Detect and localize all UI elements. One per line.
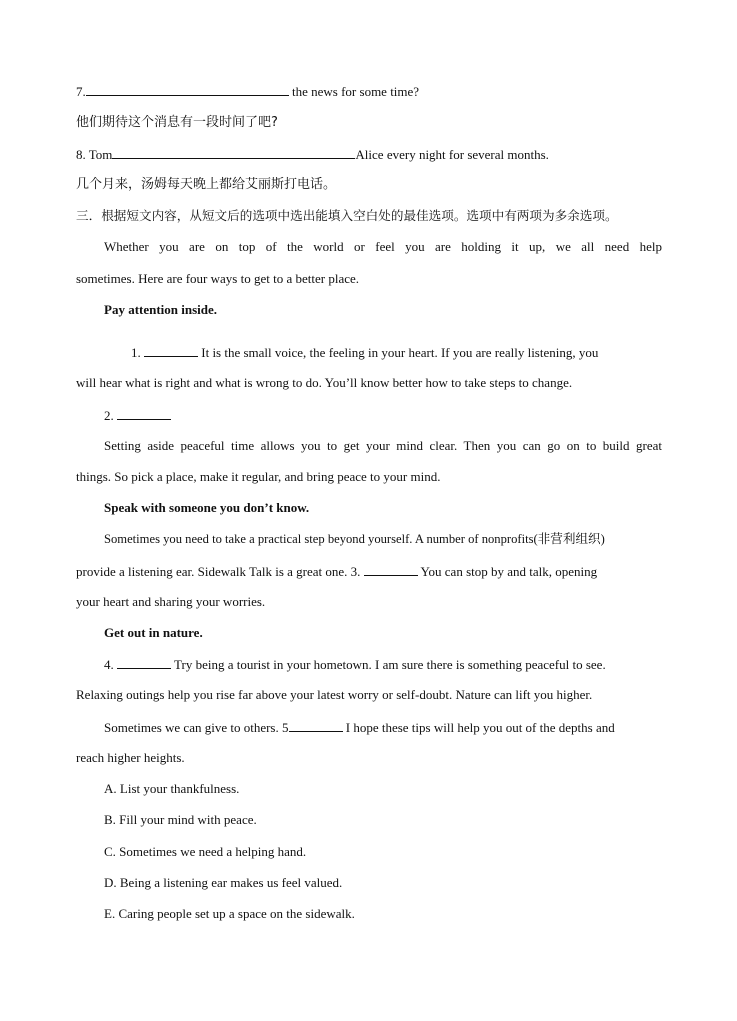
blank-2[interactable] (117, 406, 171, 420)
paragraph-4-text-a: provide a listening ear. Sidewalk Talk is a great one. 3. (76, 564, 361, 579)
question-7-text: the news for some time? (292, 84, 420, 99)
blank-1-text: It is the small voice, the feeling in your heart. If you are really listening, you (201, 345, 599, 360)
blank-5[interactable] (289, 718, 343, 732)
question-7-blank[interactable] (86, 82, 289, 96)
question-7 (76, 82, 662, 101)
question-8-number: 8. Tom (76, 147, 113, 162)
option-d: D. Being a listening ear makes us feel valued. (104, 875, 343, 890)
blank-3[interactable] (364, 562, 418, 576)
passage-paragraph-6-line-2: reach higher heights. (76, 750, 185, 765)
question-8 (76, 145, 662, 164)
blank-2-number: 2. (104, 408, 114, 423)
question-7-number: 7. (76, 84, 86, 99)
passage-paragraph-2-line-2: will hear what is right and what is wrong to do. You’ll know better how to take steps to change. (76, 375, 573, 390)
passage-paragraph-4-line-3: your heart and sharing your worries. (76, 594, 266, 609)
passage-paragraph-4-line-2 (76, 562, 662, 581)
passage-blank-2-line (104, 406, 662, 425)
option-a: A. List your thankfulness. (104, 781, 240, 796)
paragraph-4-text-b: You can stop by and talk, opening (420, 564, 598, 579)
blank-1-number: 1. (131, 345, 141, 360)
question-8-text: Alice every night for several months. (355, 147, 549, 162)
passage-blank-4-line (104, 655, 662, 674)
passage-paragraph-1-line-2: sometimes. Here are four ways to get to a better place. (76, 271, 359, 286)
passage-paragraph-1-line-1: Whether you are on top of the world or feel you are holding it up, we all need help (104, 239, 662, 254)
question-8-blank[interactable] (112, 145, 355, 159)
blank-1[interactable] (144, 343, 198, 357)
passage-paragraph-3-line-2: things. So pick a place, make it regular, and bring peace to your mind. (76, 469, 441, 484)
option-c: C. Sometimes we need a helping hand. (104, 844, 307, 859)
question-8-translation: 几个月来，汤姆每天晚上都给艾丽斯打电话。 (76, 177, 337, 192)
blank-4-text: Try being a tourist in your hometown. I am sure there is something peaceful to see. (174, 657, 606, 672)
option-e: E. Caring people set up a space on the sidewalk. (104, 906, 355, 921)
section-3-title: 三．根据短文内容，从短文后的选项中选出能填入空白处的最佳选项。选项中有两项为多余选项。 (76, 208, 618, 223)
question-7-translation: 他们期待这个消息有一段时间了吧? (76, 115, 278, 130)
option-b: B. Fill your mind with peace. (104, 812, 257, 827)
passage-blank-1-line (131, 343, 662, 362)
passage-heading-3: Get out in nature. (104, 625, 203, 640)
blank-4-number: 4. (104, 657, 114, 672)
passage-heading-2: Speak with someone you don’t know. (104, 500, 310, 515)
passage-heading-1: Pay attention inside. (104, 302, 218, 317)
paragraph-6-text-b: I hope these tips will help you out of the depths and (345, 720, 615, 735)
passage-paragraph-4-line-1: Sometimes you need to take a practical step beyond yourself. A number of nonprofits(非营利组织) (104, 532, 605, 546)
passage-paragraph-3-line-1: Setting aside peaceful time allows you to get your mind clear. Then you can go on to build great (104, 438, 662, 453)
passage-blank-5-line (104, 718, 662, 737)
paragraph-6-text-a: Sometimes we can give to others. 5 (104, 720, 289, 735)
blank-4[interactable] (117, 655, 171, 669)
passage-paragraph-5-line-2: Relaxing outings help you rise far above your latest worry or self-doubt. Nature can lift you higher. (76, 687, 593, 702)
